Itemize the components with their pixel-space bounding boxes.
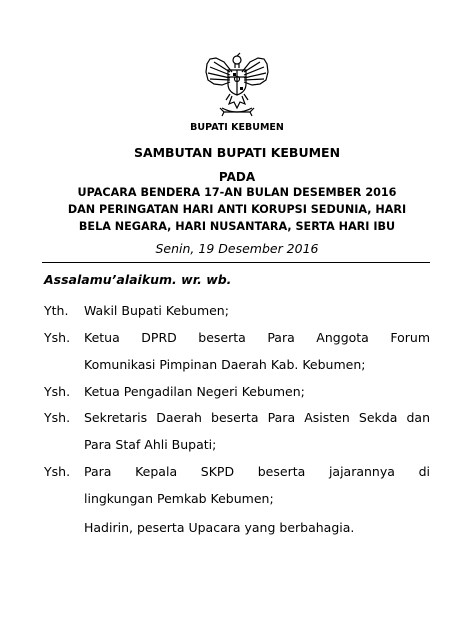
garuda-emblem-icon <box>202 50 272 122</box>
addressee-text: lingkungan Pemkab Kebumen; <box>84 491 274 506</box>
addressee-prefix: Ysh. <box>44 384 71 399</box>
addressee-text: Para Kepala SKPD beserta jajarannya di <box>84 464 430 479</box>
closing-greeting: Hadirin, peserta Upacara yang berbahagia. <box>84 520 355 535</box>
addressee-text: Wakil Bupati Kebumen; <box>84 303 229 318</box>
event-title-line: UPACARA BENDERA 17-AN BULAN DESEMBER 2016 <box>77 186 397 199</box>
addressee-prefix: Ysh. <box>44 464 71 479</box>
addressee-text: Komunikasi Pimpinan Daerah Kab. Kebumen; <box>84 357 366 372</box>
addressee-text: Sekretaris Daerah beserta Para Asisten Sekda dan <box>84 410 430 425</box>
addressee-text: Ketua DPRD beserta Para Anggota Forum <box>84 330 430 345</box>
greeting: Assalamu’alaikum. wr. wb. <box>44 272 232 287</box>
event-title-line: DAN PERINGATAN HARI ANTI KORUPSI SEDUNIA, HARI <box>67 203 407 216</box>
addressee-prefix: Ysh. <box>44 330 71 345</box>
addressee-prefix: Yth. <box>44 303 69 318</box>
addressee-text: Ketua Pengadilan Negeri Kebumen; <box>84 384 305 399</box>
issuer-title: BUPATI KEBUMEN <box>190 122 284 133</box>
event-title-line: BELA NEGARA, HARI NUSANTARA, SERTA HARI IBU <box>78 220 396 233</box>
header-divider <box>42 262 430 263</box>
pada-label: PADA <box>218 170 256 184</box>
speech-date: Senin, 19 Desember 2016 <box>155 241 319 256</box>
speech-title: SAMBUTAN BUPATI KEBUMEN <box>133 145 341 160</box>
addressee-text: Para Staf Ahli Bupati; <box>84 437 217 452</box>
addressee-prefix: Ysh. <box>44 410 71 425</box>
